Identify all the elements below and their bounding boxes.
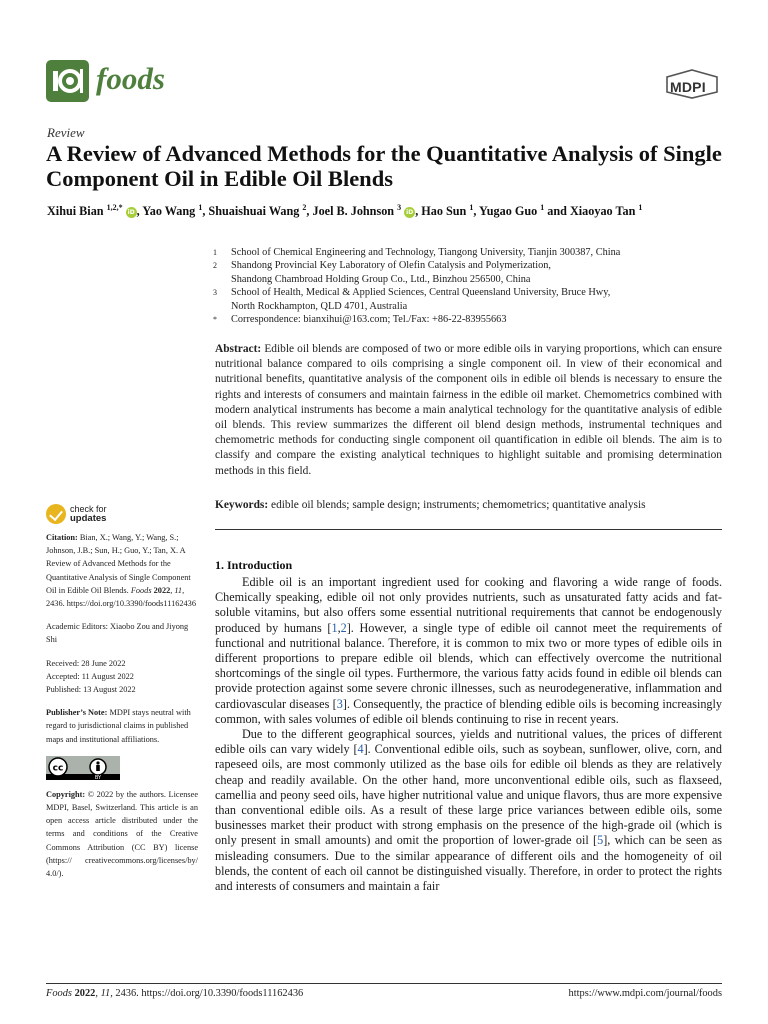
affiliations — [213, 246, 723, 326]
copyright-text: © 2022 by the authors. Licensee MDPI, Basel, Switzerland. This article is an open access article distributed under the terms and conditions of the Creative Commons Attribution (CC BY) license (https:// creativecommons.org/licenses/by/ 4.0/). — [46, 789, 199, 879]
citation-journal: Foods — [130, 585, 152, 595]
citation-link[interactable]: 5 — [597, 833, 604, 848]
author: Hao Sun $^1$ — [421, 203, 474, 219]
svg-text:cc: cc — [52, 763, 64, 774]
affiliation — [213, 259, 723, 286]
citation-volume: 11 — [174, 585, 183, 595]
abstract — [215, 342, 722, 479]
divider — [215, 529, 722, 530]
checkmark-icon — [46, 504, 66, 524]
publishers-note-label: Publisher’s Note: — [46, 708, 108, 718]
affiliation-text: Correspondence: bianxihui@163.com; Tel./Fax: +86-22-83955663 — [231, 314, 507, 326]
keywords-label: Keywords: — [215, 499, 269, 511]
journal-logo-icon — [46, 60, 89, 102]
journal-name[interactable]: foods — [96, 61, 165, 96]
orcid-icon[interactable]: iD — [127, 209, 135, 217]
publishers-note — [46, 706, 198, 746]
affiliation-text: Shandong Provincial Key Laboratory of Olefin Catalysis and Polymerization, Shandong Chambroad Holding Group Co., Ltd., Binzhou 256500, China — [231, 260, 551, 285]
body-text — [215, 575, 722, 894]
author: Yugao Guo $^1$ — [479, 203, 545, 219]
footer-journal: Foods — [46, 988, 72, 999]
affiliation-text: School of Health, Medical & Applied Sciences, Central Queensland University, Bruce Hwy, North Rockhampton, QLD 4701, Australia — [231, 287, 611, 312]
paragraph: Due to the different geographical sources, yields and nutritional values, the prices of different edible oils can vary widely [4]. Conventional edible oils, such as soybean, sunflower, olive, corn, and rapeseed oils, are most commonly utilized as the base oils for edible oil blends as they are relatively cheap and readily available. On the other hand, more unconventional edible oils, such as flaxseed, camellia and peony seed oils, have higher nutritional value and unique flavors, thus are more expensive than conventional edible oils. As a result of these large price variances between edible oils, some businesses market their product with strong emphasis on the presence of the high-grade oil (which is only present in small amounts) and omit the proportion of lower-grade oil [5], which can be seen as misleading consumers. Due to the similar appearance of different oils and the homogeneity of oil blends, the content of each oil cannot be distinguished visually. Therefore, in order to protect the rights and interests of consumers and maintain a fair — [215, 727, 722, 894]
academic-editors: Academic Editors: Xiaobo Zou and Jiyong Shi — [46, 622, 189, 645]
affiliation — [213, 313, 723, 326]
keywords-text: edible oil blends; sample design; instruments; chemometrics; quantitative analysis — [271, 499, 646, 511]
author-affiliation-mark: 1 — [198, 203, 203, 212]
footer-citation: Foods 2022, 11, 2436. https://doi.org/10.3390/foods11162436 — [46, 988, 304, 999]
check-updates-line2: updates — [70, 513, 107, 524]
citation-link[interactable]: 4 — [357, 742, 364, 757]
author: Xihui Bian $^{1,2,*}$ iD — [47, 203, 135, 219]
affiliation-mark: * — [213, 315, 217, 325]
cc-by-license-icon[interactable] — [46, 756, 120, 780]
affiliation-mark: 3 — [213, 288, 217, 298]
citation-year: 2022 — [153, 585, 171, 595]
article-type: Review — [47, 125, 85, 140]
author: Xiaoyao Tan $^1$ — [569, 203, 643, 219]
affiliation-text: School of Chemical Engineering and Technology, Tiangong University, Tianjin 300387, China — [231, 247, 621, 258]
footer-year: 2022 — [74, 988, 96, 999]
author-affiliation-mark: 1 — [638, 203, 643, 212]
author-affiliation-mark: 3 — [397, 203, 402, 212]
author: Joel B. Johnson $^3$ iD — [312, 203, 414, 219]
dates — [46, 657, 198, 697]
author: Yao Wang $^1$ — [142, 203, 203, 219]
affiliation — [213, 246, 723, 259]
author-affiliation-mark: 2 — [302, 203, 307, 212]
orcid-icon[interactable]: iD — [406, 209, 414, 217]
section-heading: 1. Introduction — [215, 558, 293, 572]
check-for-updates-button[interactable] — [46, 504, 126, 526]
sidebar — [46, 531, 198, 890]
received-date: Received: 28 June 2022 — [46, 658, 126, 668]
footer-doi-link[interactable]: , 2436. https://doi.org/10.3390/foods11162436 — [110, 988, 304, 999]
paragraph: Edible oil is an important ingredient used for cooking and flavoring a wide range of foods. Chemically speaking, edible oil not only provides nutrients, such as unsaturated fatty acids and fat-soluble vitamins, but also offers some essential nutritional requirements that cannot be endogenously produced by humans [1,2]. However, a single type of edible oil cannot meet the requirements of functional and nutritional balance. Therefore, it is common to mix two or more types of edible oils in different proportions to prepare edible oil blends, which can effectively overcome the nutritional shortcomings of the single oil types. Furthermore, the various fatty acids found in edible oil blends can provide protection against some severe chronic illnesses, such as neurodegenerative, inflammation and cardiovascular diseases [3]. Consequently, the practice of blending edible oils is becoming increasingly common, with sales volumes of edible oil blends continuing to rise in recent years. — [215, 575, 722, 726]
affiliation — [213, 286, 723, 313]
citation: Citation: Bian, X.; Wang, Y.; Wang, S.; Johnson, J.B.; Sun, H.; Guo, Y.; Tan, X. A Review of Advanced Methods for the Quantitative Analysis of Single Component Oil in Edible Oil Blends. Foods 2022, 11, 2436. https://doi.org/10.3390/foods11162436 — [46, 533, 196, 609]
author-affiliation-mark: 1,2,* — [106, 203, 123, 212]
svg-text:BY: BY — [94, 774, 102, 780]
abstract-text: Edible oil blends are composed of two or more edible oils in varying proportions, which can ensure nutritional balance compared to oils comprising a single component oil. In view of their economical and nutritional benefits, quantitative analysis of the component oils in edible oil blends is necessary to ensure the rights and interests of consumers and maintain fairness in the edible oil market. Chemometrics combined with modern analytical instruments has become a main analytical technology for the quantitative analysis of edible oil blends. This review summarizes the different oil blend design methods, instrumental techniques and chemometric methods for conducting single component oil quantification in edible oil blends. The aim is to classify and compare the existing analytical techniques to highlight suitable and promising determination methods in this field. — [215, 343, 722, 477]
citation-link[interactable]: 2 — [340, 620, 347, 635]
affiliation-mark: 1 — [213, 248, 217, 257]
copyright-label: Copyright: — [46, 789, 86, 799]
published-date: Published: 13 August 2022 — [46, 685, 136, 695]
citation-link[interactable]: 1 — [331, 620, 338, 635]
citation-doi-link[interactable]: , 2436. https://doi.org/10.3390/foods11162436 — [46, 585, 196, 609]
author-affiliation-mark: 1 — [540, 203, 545, 212]
author-affiliation-mark: 1 — [469, 203, 474, 212]
footer-divider — [46, 983, 722, 984]
citation-label: Citation: — [46, 533, 78, 542]
publishers-note-text: MDPI stays neutral with regard to jurisdictional claims in published maps and institutional affiliations. — [46, 708, 191, 744]
citation-text: Bian, X.; Wang, Y.; Wang, S.; Johnson, J.B.; Sun, H.; Guo, Y.; Tan, X. A Review of Advanced Methods for the Quantitative Analysis of Single Component Oil in Edible Oil Blends. — [46, 533, 191, 595]
abstract-label: Abstract: — [215, 343, 262, 355]
article-title: A Review of Advanced Methods for the Quantitative Analysis of Single Component Oil in Edible Oil Blends — [46, 141, 722, 191]
accepted-date: Accepted: 11 August 2022 — [46, 671, 134, 681]
author: Shuaishuai Wang $^2$ — [208, 203, 307, 219]
keywords — [215, 498, 722, 513]
author-list: Xihui Bian $^{1,2,*}$ iD , Yao Wang $^1$, Shuaishuai Wang $^2$, Joel B. Johnson $^3$ iD , Hao Sun $^1$, Yugao Guo $^1$ and Xiaoyao Tan $^1$ — [47, 203, 643, 219]
affiliation-mark: 2 — [213, 261, 217, 271]
publisher-name: MDPI — [670, 79, 706, 95]
copyright — [46, 788, 198, 880]
footer-journal-url[interactable]: https://www.mdpi.com/journal/foods — [568, 988, 722, 999]
citation-link[interactable]: 3 — [336, 696, 343, 711]
footer-volume: 11 — [100, 988, 111, 999]
check-updates-line1: check for — [70, 504, 107, 514]
